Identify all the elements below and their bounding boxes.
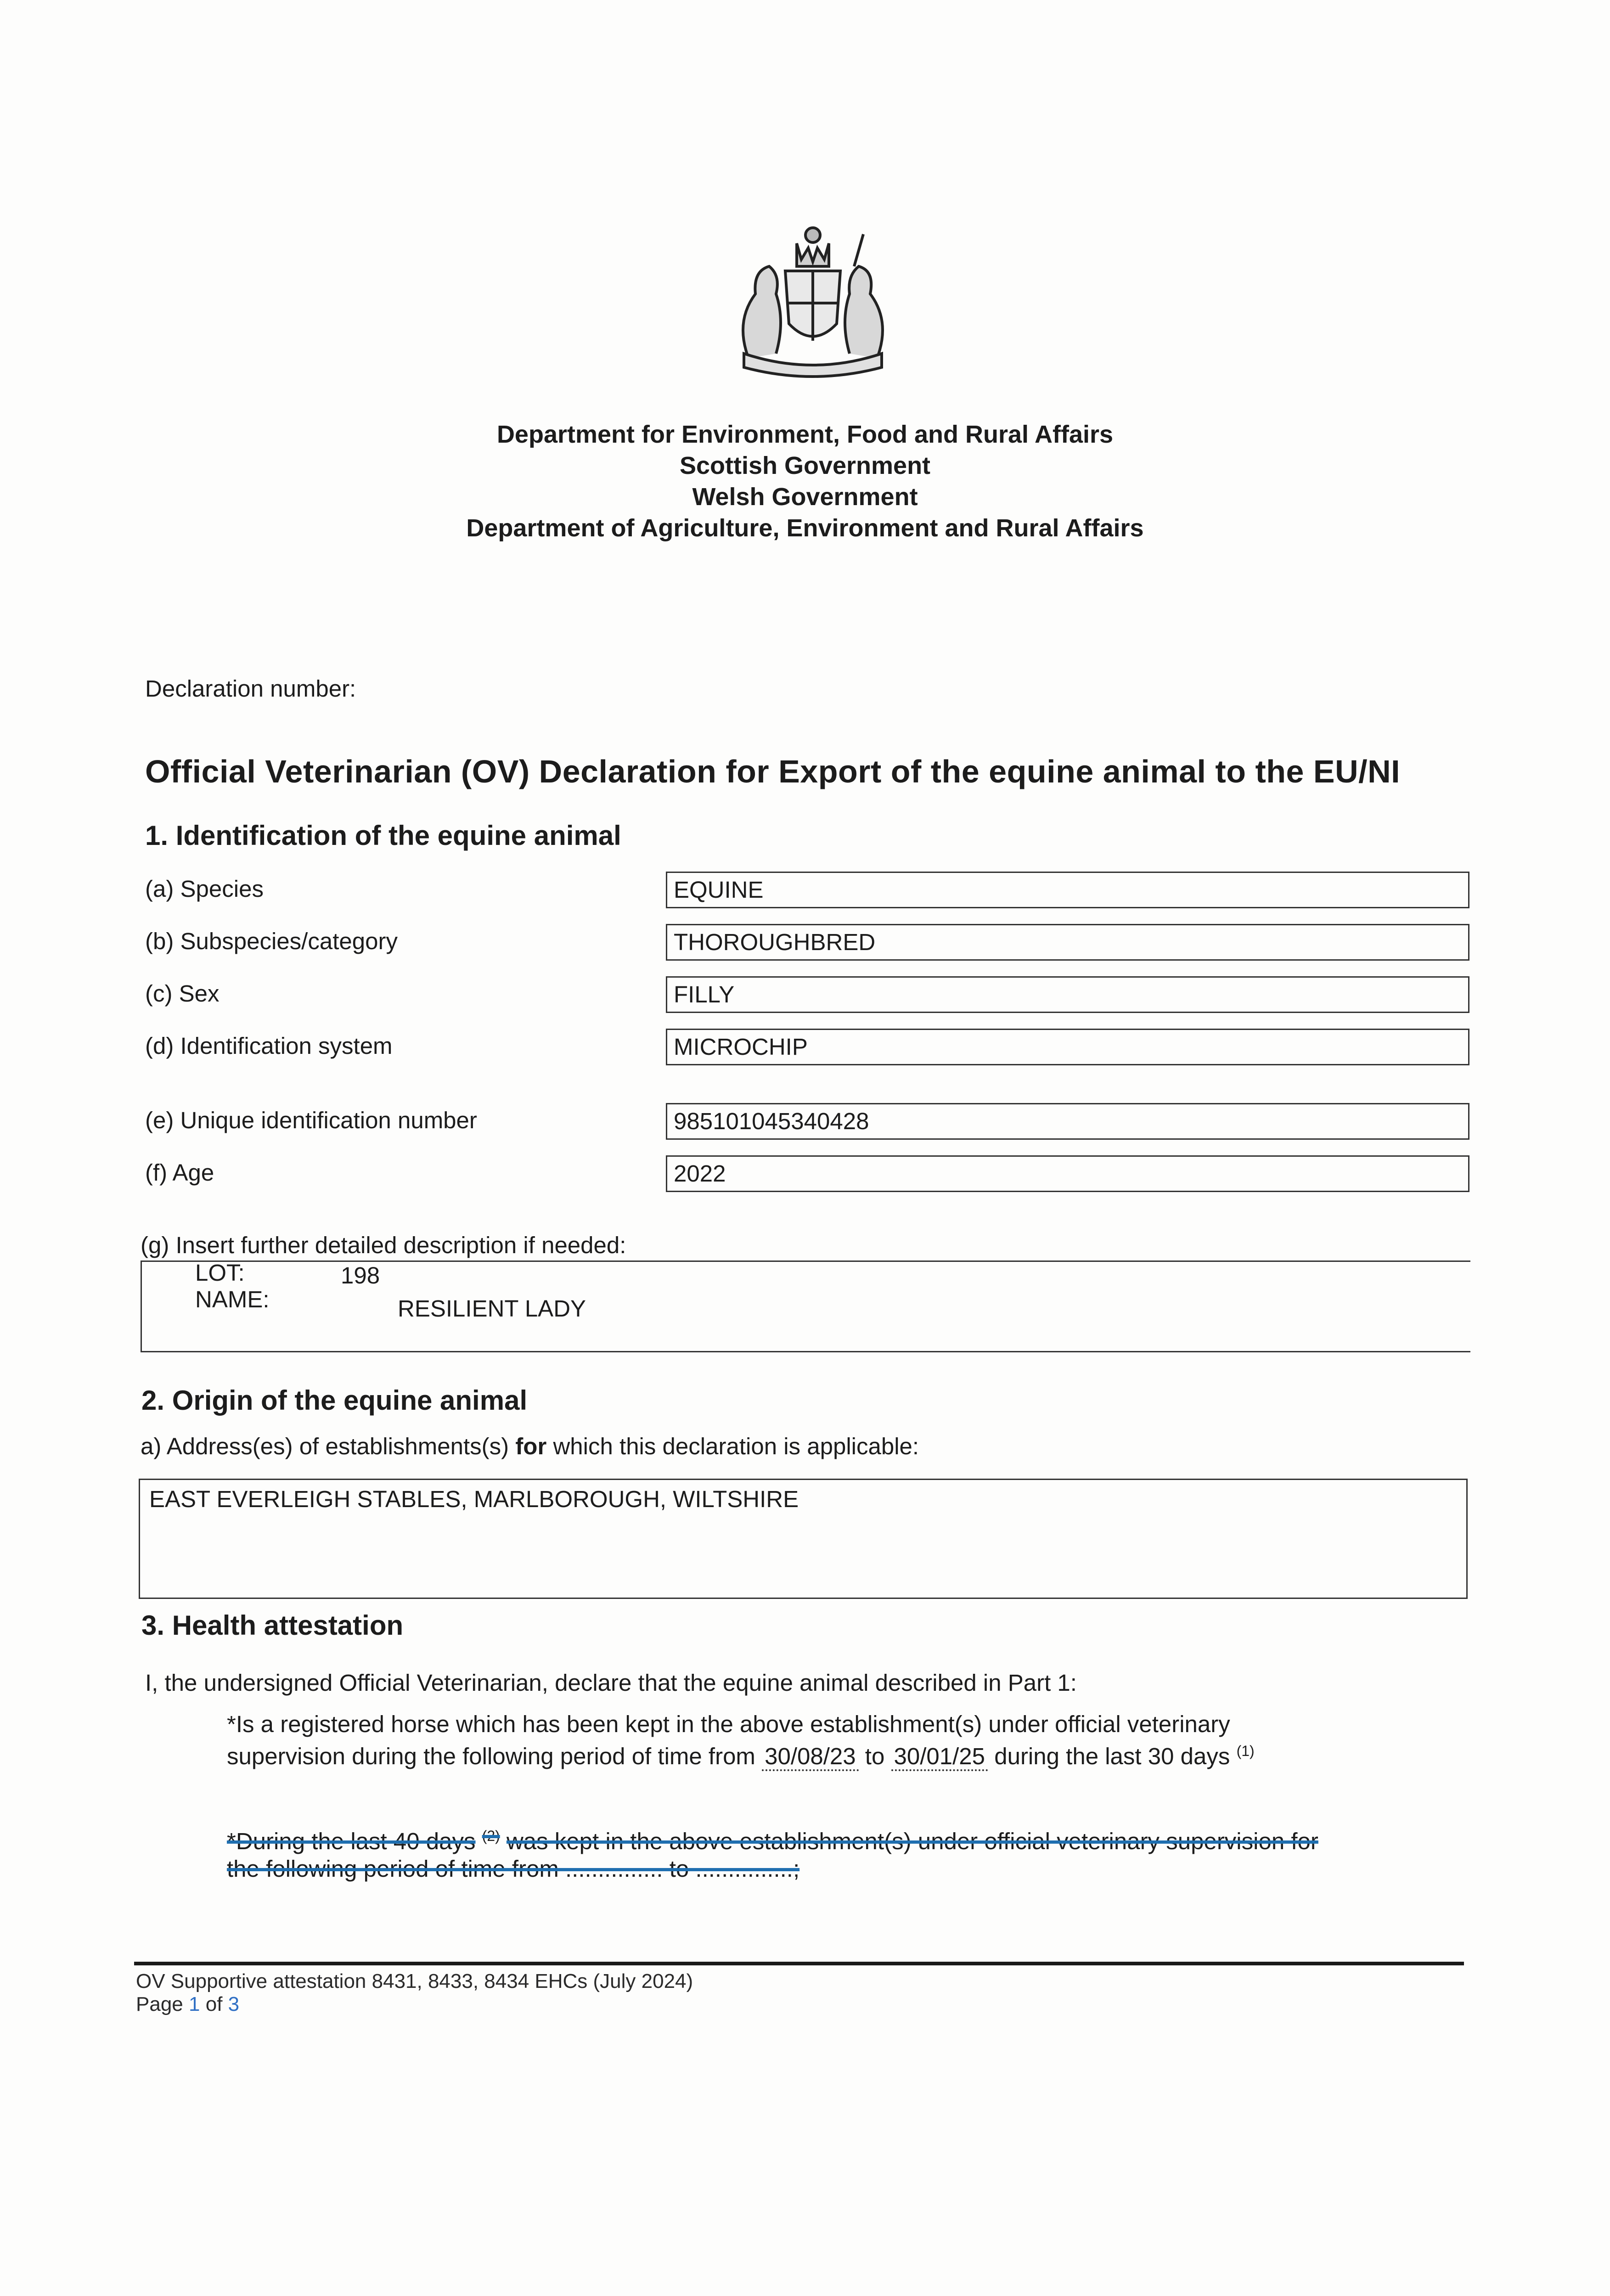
clause2-line1-end: was kept in the above establishment(s) under official veterinary supervision for [506, 1828, 1318, 1854]
page-title: Official Veterinarian (OV) Declaration for Export of the equine animal to the EU/NI [145, 754, 1401, 789]
section2-heading: 2. Origin of the equine animal [141, 1385, 528, 1416]
clause1-end: during the last 30 days [994, 1743, 1230, 1769]
date-from-field[interactable]: 30/08/23 [762, 1743, 859, 1771]
age-label: (f) Age [145, 1159, 214, 1186]
date-to-field[interactable]: 30/01/25 [891, 1743, 988, 1771]
page-label: Page [136, 1993, 183, 2015]
of-label: of [205, 1993, 223, 2015]
clause2-line2: the following period of time from ............... to ...............; [227, 1856, 800, 1882]
to-word: to [865, 1743, 885, 1769]
clause2-line1-start: *During the last 40 days [227, 1828, 476, 1854]
identification-system-label: (d) Identification system [145, 1033, 393, 1059]
org-scottish-government: Scottish Government [679, 452, 931, 479]
description-box[interactable] [141, 1261, 1470, 1352]
footnote-1: (1) [1236, 1743, 1255, 1759]
sex-label: (c) Sex [145, 980, 220, 1007]
page-current: 1 [189, 1993, 200, 2015]
footnote-2: (2) [482, 1828, 500, 1844]
unique-id-field[interactable]: 985101045340428 [666, 1103, 1469, 1140]
unique-id-label: (e) Unique identification number [145, 1107, 477, 1133]
address-field[interactable]: EAST EVERLEIGH STABLES, MARLBOROUGH, WILTSHIRE [139, 1479, 1468, 1599]
lot-value: 198 [341, 1262, 380, 1289]
declaration-number-label: Declaration number: [145, 675, 356, 702]
subspecies-label: (b) Subspecies/category [145, 928, 398, 954]
address-label [141, 1433, 919, 1460]
org-welsh-government: Welsh Government [692, 483, 918, 511]
attestation-intro: I, the undersigned Official Veterinarian, declare that the equine animal described in Part 1: [145, 1670, 1077, 1696]
subspecies-field[interactable]: THOROUGHBRED [666, 924, 1469, 961]
species-label: (a) Species [145, 876, 264, 902]
address-label-end: which this declaration is applicable: [553, 1433, 919, 1459]
name-value: RESILIENT LADY [398, 1295, 586, 1322]
page-number [136, 1993, 239, 2016]
identification-system-field[interactable]: MICROCHIP [666, 1029, 1469, 1065]
address-label-start: a) Address(es) of establishments(s) [141, 1433, 509, 1459]
footer-rule [134, 1962, 1464, 1965]
royal-coat-of-arms-icon [716, 216, 909, 381]
address-label-bold: for [515, 1433, 547, 1459]
section1-heading: 1. Identification of the equine animal [145, 820, 621, 851]
page-total: 3 [228, 1993, 240, 2015]
clause1-line2 [227, 1743, 1255, 1770]
section3-heading: 3. Health attestation [141, 1610, 404, 1641]
footer-form-reference: OV Supportive attestation 8431, 8433, 8434 EHCs (July 2024) [136, 1970, 693, 1992]
sex-field[interactable]: FILLY [666, 976, 1469, 1013]
age-field[interactable]: 2022 [666, 1155, 1469, 1192]
org-daera: Department of Agriculture, Environment and Rural Affairs [466, 514, 1144, 542]
species-field[interactable]: EQUINE [666, 872, 1469, 908]
description-label: (g) Insert further detailed description if needed: [141, 1232, 626, 1258]
lot-label: LOT: [195, 1260, 245, 1286]
org-defra: Department for Environment, Food and Rural Affairs [496, 421, 1114, 448]
clause2-line1 [227, 1828, 1318, 1855]
name-label: NAME: [195, 1286, 270, 1312]
clause1-line1: *Is a registered horse which has been kept in the above establishment(s) under official veterinary [227, 1711, 1230, 1737]
clause1-line2-start: supervision during the following period of time from [227, 1743, 755, 1769]
